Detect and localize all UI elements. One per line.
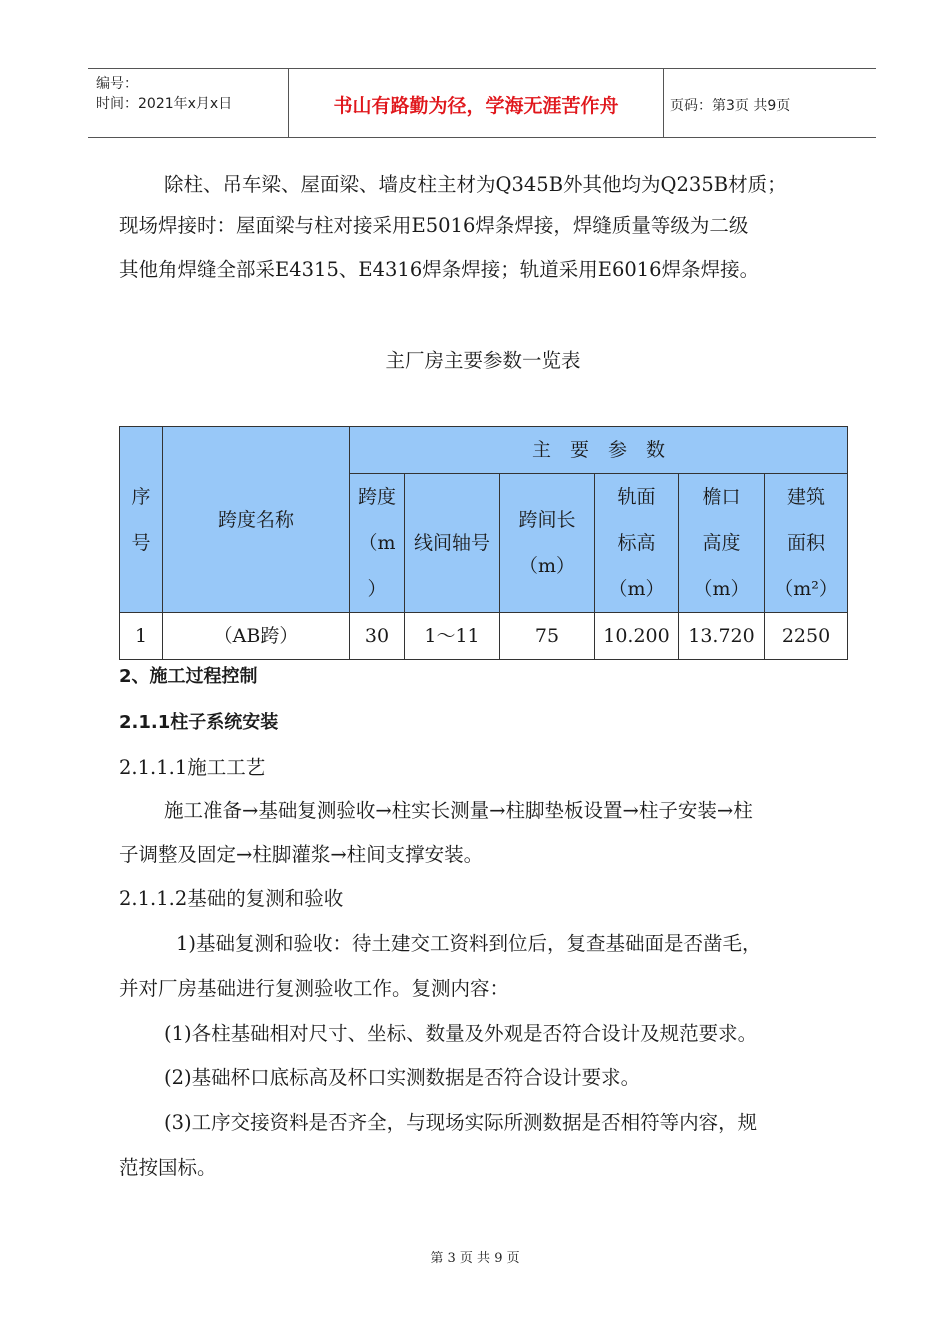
- recheck-line-1: 1)基础复测和验收：待土建交工资料到位后，复查基础面是否凿毛，: [176, 932, 762, 955]
- header-span-name: 跨度名称: [163, 427, 350, 613]
- header-building-area: 建筑 面积 （m²）: [765, 474, 848, 613]
- cell-span: 30: [350, 613, 405, 660]
- subsection-heading: 2.1.1柱子系统安装: [119, 712, 279, 733]
- cell-axis: 1～11: [405, 613, 500, 660]
- intro-line-3: 其他角焊缝全部采E4315、E4316焊条焊接；轨道采用E6016焊条焊接。: [119, 258, 760, 281]
- header-meta-cell: [88, 69, 288, 137]
- cell-eave: 13.720: [679, 613, 765, 660]
- cell-area: 2250: [765, 613, 848, 660]
- header-axis: 线间轴号: [405, 474, 500, 613]
- header-motto-cell: [288, 69, 664, 137]
- page-header: [88, 68, 876, 138]
- section-heading: 2、施工过程控制: [119, 666, 258, 687]
- item-3-line-1: (3)工序交接资料是否齐全，与现场实际所测数据是否相符等内容，规: [164, 1111, 758, 1134]
- header-rail-elevation: 轨面 标高 （m）: [595, 474, 679, 613]
- item-2: (2)基础杯口底标高及杯口实测数据是否符合设计要求。: [164, 1066, 641, 1089]
- recheck-line-2: 并对厂房基础进行复测验收工作。复测内容：: [119, 977, 510, 1000]
- header-motto: 书山有路勤为径，学海无涯苦作舟: [333, 95, 619, 117]
- table-title: 主厂房主要参数一览表: [385, 349, 581, 372]
- header-main-params: 主 要 参 数: [350, 427, 848, 474]
- header-span-width: 跨度 （m ）: [350, 474, 405, 613]
- process-line-2: 子调整及固定→柱脚灌浆→柱间支撑安装。: [119, 843, 484, 866]
- doc-number: 编号：: [96, 76, 138, 92]
- intro-line-1: 除柱、吊车梁、屋面梁、墙皮柱主材为Q345B外其他均为Q235B材质；: [164, 173, 787, 196]
- cell-rail: 10.200: [595, 613, 679, 660]
- table-header-row-1: [120, 427, 848, 474]
- heading-2-1-1-2: 2.1.1.2基础的复测和验收: [119, 887, 344, 910]
- parameter-table: [119, 426, 848, 660]
- item-3-line-2: 范按国标。: [119, 1156, 217, 1179]
- header-eave-height: 檐口 高度 （m）: [679, 474, 765, 613]
- cell-name: （AB跨）: [163, 613, 350, 660]
- header-page-number: 页码：第3页 共9页: [670, 98, 791, 114]
- doc-time: 时间：2021年x月x日: [96, 96, 233, 112]
- heading-2-1-1-1: 2.1.1.1施工工艺: [119, 756, 266, 779]
- cell-length: 75: [500, 613, 595, 660]
- item-1: (1)各柱基础相对尺寸、坐标、数量及外观是否符合设计及规范要求。: [164, 1022, 758, 1045]
- cell-seq: 1: [120, 613, 163, 660]
- page-footer: 第 3 页 共 9 页: [430, 1251, 520, 1266]
- table-row: [120, 613, 848, 660]
- process-line-1: 施工准备→基础复测验收→柱实长测量→柱脚垫板设置→柱子安装→柱: [164, 799, 753, 822]
- intro-line-2: 现场焊接时：屋面梁与柱对接采用E5016焊条焊接，焊缝质量等级为二级: [119, 214, 749, 237]
- header-page-cell: [662, 69, 876, 137]
- header-length: 跨间长 （m）: [500, 474, 595, 613]
- header-seq: 序 号: [120, 427, 163, 613]
